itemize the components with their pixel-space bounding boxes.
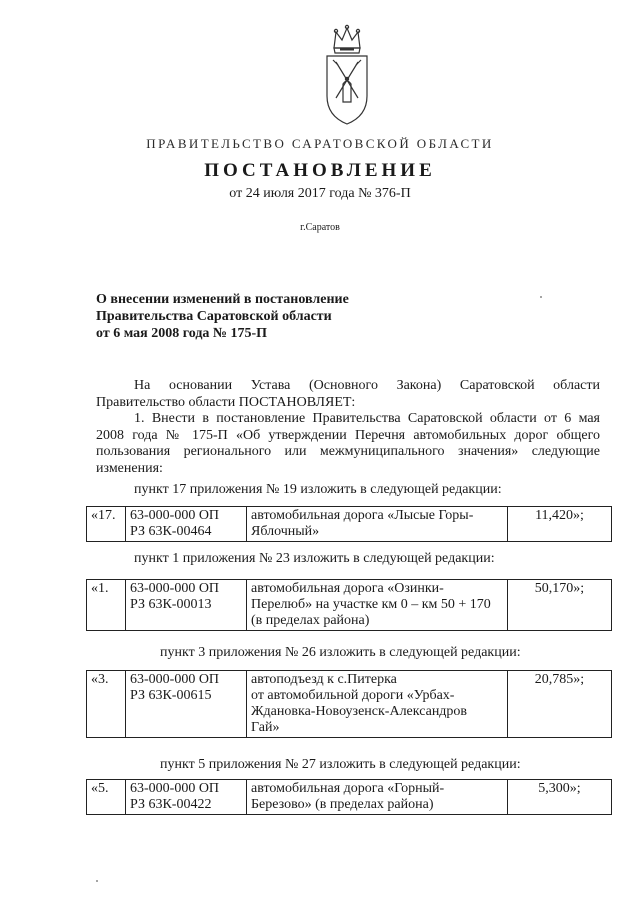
road-name: автомобильная дорога «Лысые Горы- Яблочный» xyxy=(247,507,508,542)
intro-line: пользования регионального или межмуниципального значения» следующие xyxy=(96,444,600,459)
subject-line: О внесении изменений в постановление xyxy=(96,292,349,307)
intro-line: изменения: xyxy=(96,460,163,476)
amendment-lead: пункт 1 приложения № 23 изложить в следующей редакции: xyxy=(134,551,495,566)
subject-line: от 6 мая 2008 года № 175-П xyxy=(96,326,268,341)
table-row xyxy=(87,507,612,542)
government-title: ПРАВИТЕЛЬСТВО САРАТОВСКОЙ ОБЛАСТИ xyxy=(146,136,494,151)
amendment-lead: пункт 5 приложения № 27 изложить в следующей редакции: xyxy=(160,757,521,772)
amendment-lead: пункт 17 приложения № 19 изложить в следующей редакции: xyxy=(134,482,502,497)
item-number: «17. xyxy=(87,507,126,542)
intro-line: 2008 года № 175-П «Об утверждении Перечня автомобильных дорог общего xyxy=(96,427,600,443)
subject-line: Правительства Саратовской области xyxy=(96,309,332,324)
item-number: «5. xyxy=(87,780,126,815)
item-number: «1. xyxy=(87,580,126,631)
amendment-table xyxy=(86,506,612,542)
scan-speck xyxy=(96,880,98,882)
intro-line: 1. Внести в постановление Правительства Саратовской области от 6 мая xyxy=(134,411,600,426)
road-length: 11,420»; xyxy=(508,507,612,542)
road-name: автоподъезд к с.Питерка от автомобильной дороги «Урбах- Ждановка-Новоузенск-Александров Гай» xyxy=(247,671,508,738)
table-row xyxy=(87,580,612,631)
amendment-table xyxy=(86,779,612,815)
road-code: 63-000-000 ОП РЗ 63К-00422 xyxy=(126,780,247,815)
document-type: ПОСТАНОВЛЕНИЕ xyxy=(204,160,436,181)
saratov-coat-of-arms-icon xyxy=(318,18,376,126)
table-row xyxy=(87,780,612,815)
road-name: автомобильная дорога «Горный- Березово» (в пределах района) xyxy=(247,780,508,815)
amendment-table xyxy=(86,670,612,738)
amendment-table xyxy=(86,579,612,631)
road-code: 63-000-000 ОП РЗ 63К-00013 xyxy=(126,580,247,631)
document-city: г.Саратов xyxy=(300,222,340,233)
road-length: 20,785»; xyxy=(508,671,612,738)
item-number: «3. xyxy=(87,671,126,738)
scan-speck xyxy=(540,296,542,298)
intro-line: Правительство области ПОСТАНОВЛЯЕТ: xyxy=(96,394,356,410)
intro-paragraph xyxy=(96,378,600,477)
road-length: 50,170»; xyxy=(508,580,612,631)
amendment-lead: пункт 3 приложения № 26 изложить в следующей редакции: xyxy=(160,645,521,660)
road-name: автомобильная дорога «Озинки- Перелюб» на участке км 0 – км 50 + 170 (в пределах района) xyxy=(247,580,508,631)
road-code: 63-000-000 ОП РЗ 63К-00615 xyxy=(126,671,247,738)
intro-line: На основании Устава (Основного Закона) Саратовской области xyxy=(134,378,600,393)
table-row xyxy=(87,671,612,738)
document-subject xyxy=(96,291,349,342)
road-length: 5,300»; xyxy=(508,780,612,815)
road-code: 63-000-000 ОП РЗ 63К-00464 xyxy=(126,507,247,542)
document-date: от 24 июля 2017 года № 376-П xyxy=(229,186,411,201)
